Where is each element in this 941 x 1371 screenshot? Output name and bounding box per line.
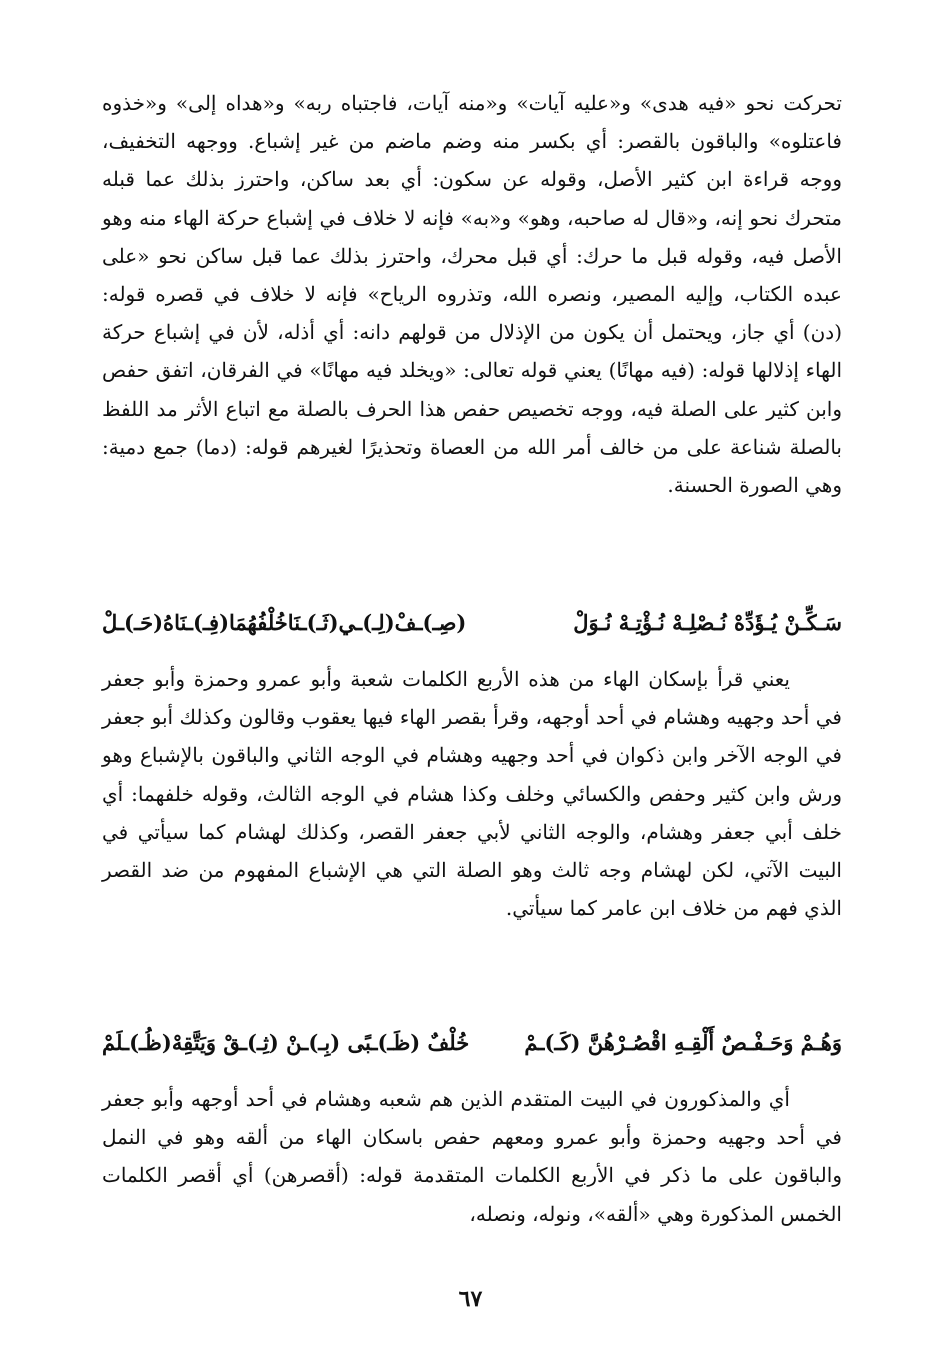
verse-second-hemistich: خُلْفٌ (ظَـ)ـبًى (بِـ)ـنْ (ثِـ)ـقْ وَيَتَّقِهْ(ظُـ)ـلَمْ [102,1030,470,1055]
paragraph-text: يعني قرأ بإسكان الهاء من هذه الأربع الكلمات شعبة وأبو عمرو وحمزة وأبو جعفر في أحد وجهيه وهشام في أحد أوجهه، وقرأ بقصر الهاء فيها يعقوب وقالون وكذلك أبو جعفر في الوجه الآخر وابن ذكوان في أحد وجهيه وهشام في الوجه الثاني والباقون بالإشباع وهو ورش وابن كثير وحفص والكسائي وخلف وكذا هشام في الوجه الثالث، وقوله خلفهما: أي خلف أبي جعفر وهشام، والوجه الثاني لأبي جعفر القصر، وكذلك لهشام كما سيأتي في البيت الآتي، لكن لهشام وجه ثالث وهو الصلة التي هي الإشباع المفهوم من ضد القصر الذي فهم من خلاف ابن عامر كما سيأتي. [102,667,842,921]
commentary-paragraph-3 [102,1080,842,1233]
verse-first-hemistich: وَهُـمْ وَحَـفْـصٌ أَلْقِـهِ اقْصُـرْهُنَّ (كَـ)ـمْ [524,1030,842,1055]
poem-verse-1 [102,604,842,648]
paragraph-text: تحركت نحو «فيه هدى» و«عليه آيات» و«منه آيات، فاجتباه ربه» و«هداه إلى» و«خذوه فاعتلوه» والباقون بالقصر: أي بكسر منه وضم ماضم من غير إشباع. ووجهه التخفيف، ووجه قراءة ابن كثير الأصل، وقوله عن سكون: أي بعد ساكن، واحترز بذلك عما قبله متحرك نحو إنه، و«قال له صاحبه، وهو» و«به» فإنه لا خلاف في إشباع حركة الهاء منه وهو الأصل فيه، وقوله قبل ما حرك: أي قبل محرك، واحترز بذلك عما قبل ساكن نحو «على عبده الكتاب، وإليه المصير، ونصره الله، وتذروه الرياح» فإنه لا خلاف في قصره قوله: (دن) أي جاز، ويحتمل أن يكون من الإذلال من قولهم دانه: أي أذله، لأن في إشباع حركة الهاء إذلالها قوله: (فيه مهانًا) يعني قوله تعالى: «ويخلد فيه مهانًا» في الفرقان، اتفق حفص وابن كثير على الصلة فيه، ووجه تخصيص حفص هذا الحرف بالصلة مع اتباع الأثر مد اللفظ بالصلة شناعة على من خالف أمر الله من العصاة وتحذيرًا لغيرهم قوله: (دما) جمع دمية: وهي الصورة الحسنة. [102,91,843,498]
paragraph-text: أي والمذكورون في البيت المتقدم الذين هم شعبه وهشام في أحد أوجهه وأبو جعفر في أحد وجهيه وحمزة وأبو عمرو ومعهم حفص باسكان الهاء من ألقه وهو في النمل والباقون على ما ذكر في الأربع الكلمات المتقدمة قوله: (أقصرهن) أي أقصر الكلمات الخمس المذكورة وهي «ألقه»، ونوله، ونصله، [102,1087,842,1226]
verse-second-hemistich: (صِـ)ـفْ(لِـ)ـي(ثَـ)ـنَاخُلْفُهُمَا(فِـ)ـنَاهُ(حَـ)ـلْ [102,610,467,635]
commentary-paragraph-1 [102,84,842,504]
poem-verse-2 [102,1024,842,1068]
commentary-paragraph-2 [102,660,842,927]
verse-first-hemistich: سَـكِّـنْ يُـؤَدِّهْ نُـصْلِـهْ نُـؤْتِـهْ نُـوَلْ [573,610,842,635]
page-number: ٦٧ [458,1286,483,1312]
